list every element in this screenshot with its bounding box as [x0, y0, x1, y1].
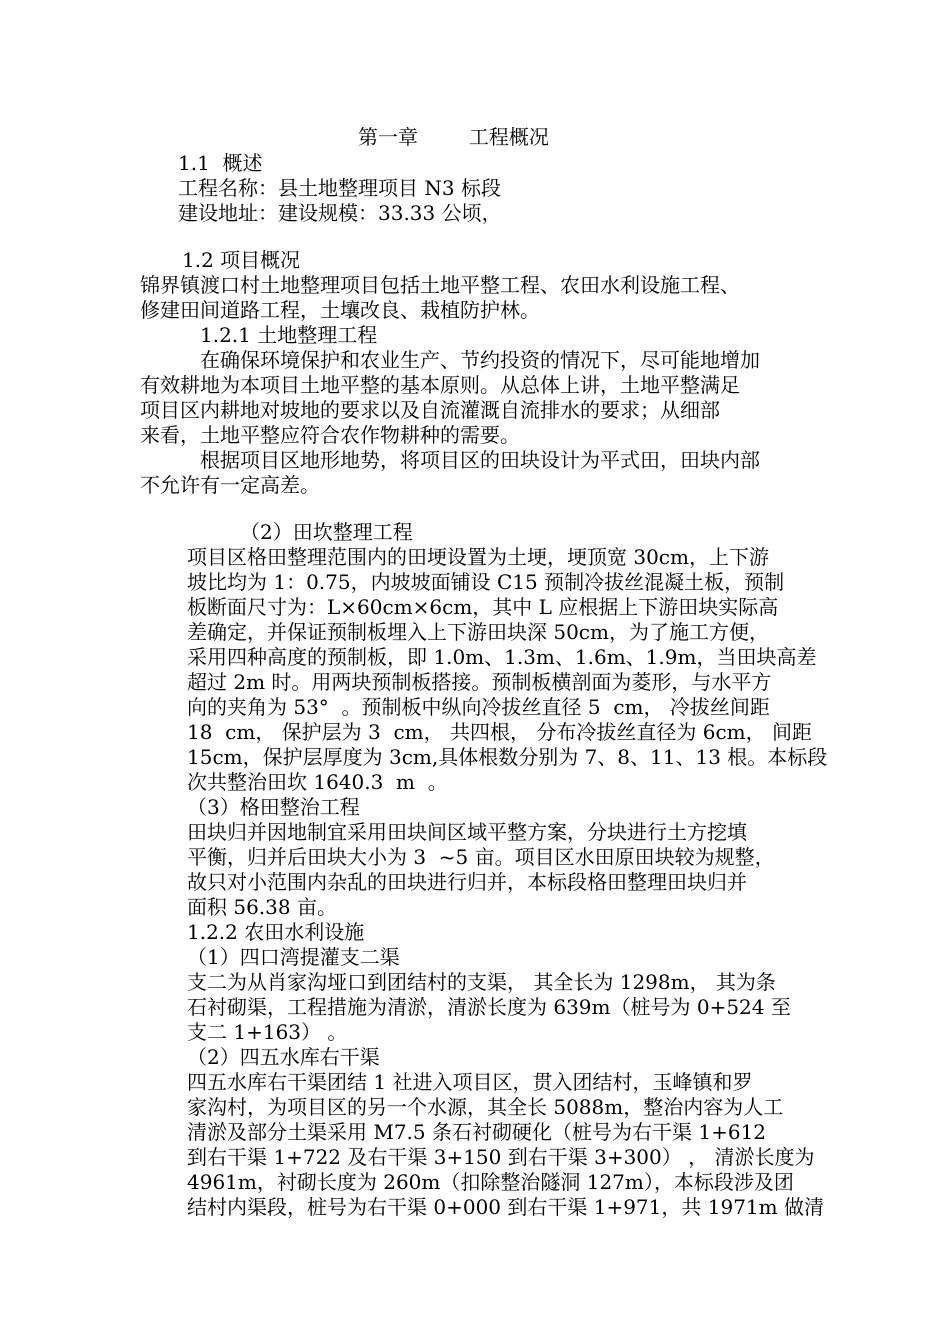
paragraph-line: 支二为从肖家沟垭口到团结村的支渠， 其全长为 1298m， 其为条 — [187, 970, 776, 994]
paragraph-line: 采用四种高度的预制板，即 1.0m、1.3m、1.6m、1.9m，当田块高差 — [187, 645, 817, 669]
section-1-1-heading: 1.1 概述 — [178, 151, 263, 175]
section-1-2-1-heading: 1.2.1 土地整理工程 — [200, 323, 378, 347]
paragraph-line: 来看，土地平整应符合农作物耕种的需要。 — [140, 423, 520, 447]
paragraph-line: 根据项目区地形地势，将项目区的田块设计为平式田，田块内部 — [200, 448, 760, 472]
paragraph-line: 面积 56.38 亩。 — [187, 895, 337, 919]
paragraph-line: 平衡，归并后田块大小为 3 ~5 亩。项目区水田原田块较为规整， — [187, 845, 775, 869]
paragraph-line: 15cm，保护层厚度为 3cm,具体根数分别为 7、8、11、13 根。本标段 — [187, 745, 828, 769]
paragraph-line: 超过 2m 时。用两块预制板搭接。预制板横剖面为菱形，与水平方 — [187, 670, 772, 694]
subsection-heading: （2）四五水库右干渠 — [187, 1045, 380, 1069]
section-1-2-heading: 1.2 项目概况 — [182, 248, 301, 272]
paragraph-line: 次共整治田坎 1640.3 m 。 — [187, 770, 448, 794]
paragraph-line: 支二 1+163） 。 — [187, 1020, 348, 1044]
paragraph-line: 石衬砌渠，工程措施为清淤，清淤长度为 639m（桩号为 0+524 至 — [187, 995, 791, 1019]
subsection-heading: （1）四口湾提灌支二渠 — [187, 945, 400, 969]
paragraph-line: 坡比均为 1：0.75，内坡坡面铺设 C15 预制冷拔丝混凝土板，预制 — [187, 570, 785, 594]
paragraph-line: 到右干渠 1+722 及右干渠 3+150 到右干渠 3+300） ， 清淤长度为 — [187, 1145, 815, 1169]
subsection-heading: （3）格田整治工程 — [187, 795, 360, 819]
paragraph-line: 板断面尺寸为：L×60cm×6cm，其中 L 应根据上下游田块实际高 — [187, 595, 779, 619]
paragraph-line: 向的夹角为 53° 。预制板中纵向冷拔丝直径 5 cm， 冷拔丝间距 — [187, 695, 770, 719]
paragraph-line: 18 cm， 保护层为 3 cm， 共四根， 分布冷拔丝直径为 6cm， 间距 — [187, 720, 812, 744]
paragraph-line: 项目区格田整理范围内的田埂设置为土埂，埂顶宽 30cm，上下游 — [187, 545, 769, 569]
paragraph-line: 项目区内耕地对坡地的要求以及自流灌溉自流排水的要求；从细部 — [140, 398, 720, 422]
location-scale-line: 建设地址：建设规模：33.33 公顷， — [178, 201, 502, 225]
paragraph-line: 田块归并因地制宜采用田块间区域平整方案，分块进行土方挖填 — [187, 820, 747, 844]
paragraph-line: 不允许有一定高差。 — [140, 473, 320, 497]
paragraph-line: 有效耕地为本项目土地平整的基本原则。从总体上讲，土地平整满足 — [140, 373, 740, 397]
paragraph-line: 在确保环境保护和农业生产、节约投资的情况下，尽可能地增加 — [200, 348, 760, 372]
paragraph-line: 4961m，衬砌长度为 260m（扣除整治隧洞 127m），本标段涉及团 — [187, 1170, 794, 1194]
subsection-heading: （2）田坎整理工程 — [240, 520, 413, 544]
paragraph-line: 锦界镇渡口村土地整理项目包括土地平整工程、农田水利设施工程、 — [140, 273, 740, 297]
paragraph-line: 家沟村，为项目区的另一个水源，其全长 5088m，整治内容为人工 — [187, 1095, 784, 1119]
project-name-line: 工程名称：县土地整理项目 N3 标段 — [178, 176, 501, 200]
section-1-2-2-heading: 1.2.2 农田水利设施 — [187, 920, 365, 944]
paragraph-line: 清淤及部分土渠采用 M7.5 条石衬砌硬化（桩号为右干渠 1+612 — [187, 1120, 767, 1144]
paragraph-line: 修建田间道路工程，土壤改良、栽植防护林。 — [140, 298, 540, 322]
paragraph-line: 四五水库右干渠团结 1 社进入项目区，贯入团结村，玉峰镇和罗 — [187, 1070, 753, 1094]
paragraph-line: 结村内渠段，桩号为右干渠 0+000 到右干渠 1+971，共 1971m 做清 — [187, 1195, 824, 1219]
paragraph-line: 差确定，并保证预制板埋入上下游田块深 50cm，为了施工方便， — [187, 620, 769, 644]
chapter-title: 第一章 工程概况 — [358, 125, 549, 149]
paragraph-line: 故只对小范围内杂乱的田块进行归并，本标段格田整理田块归并 — [187, 870, 747, 894]
